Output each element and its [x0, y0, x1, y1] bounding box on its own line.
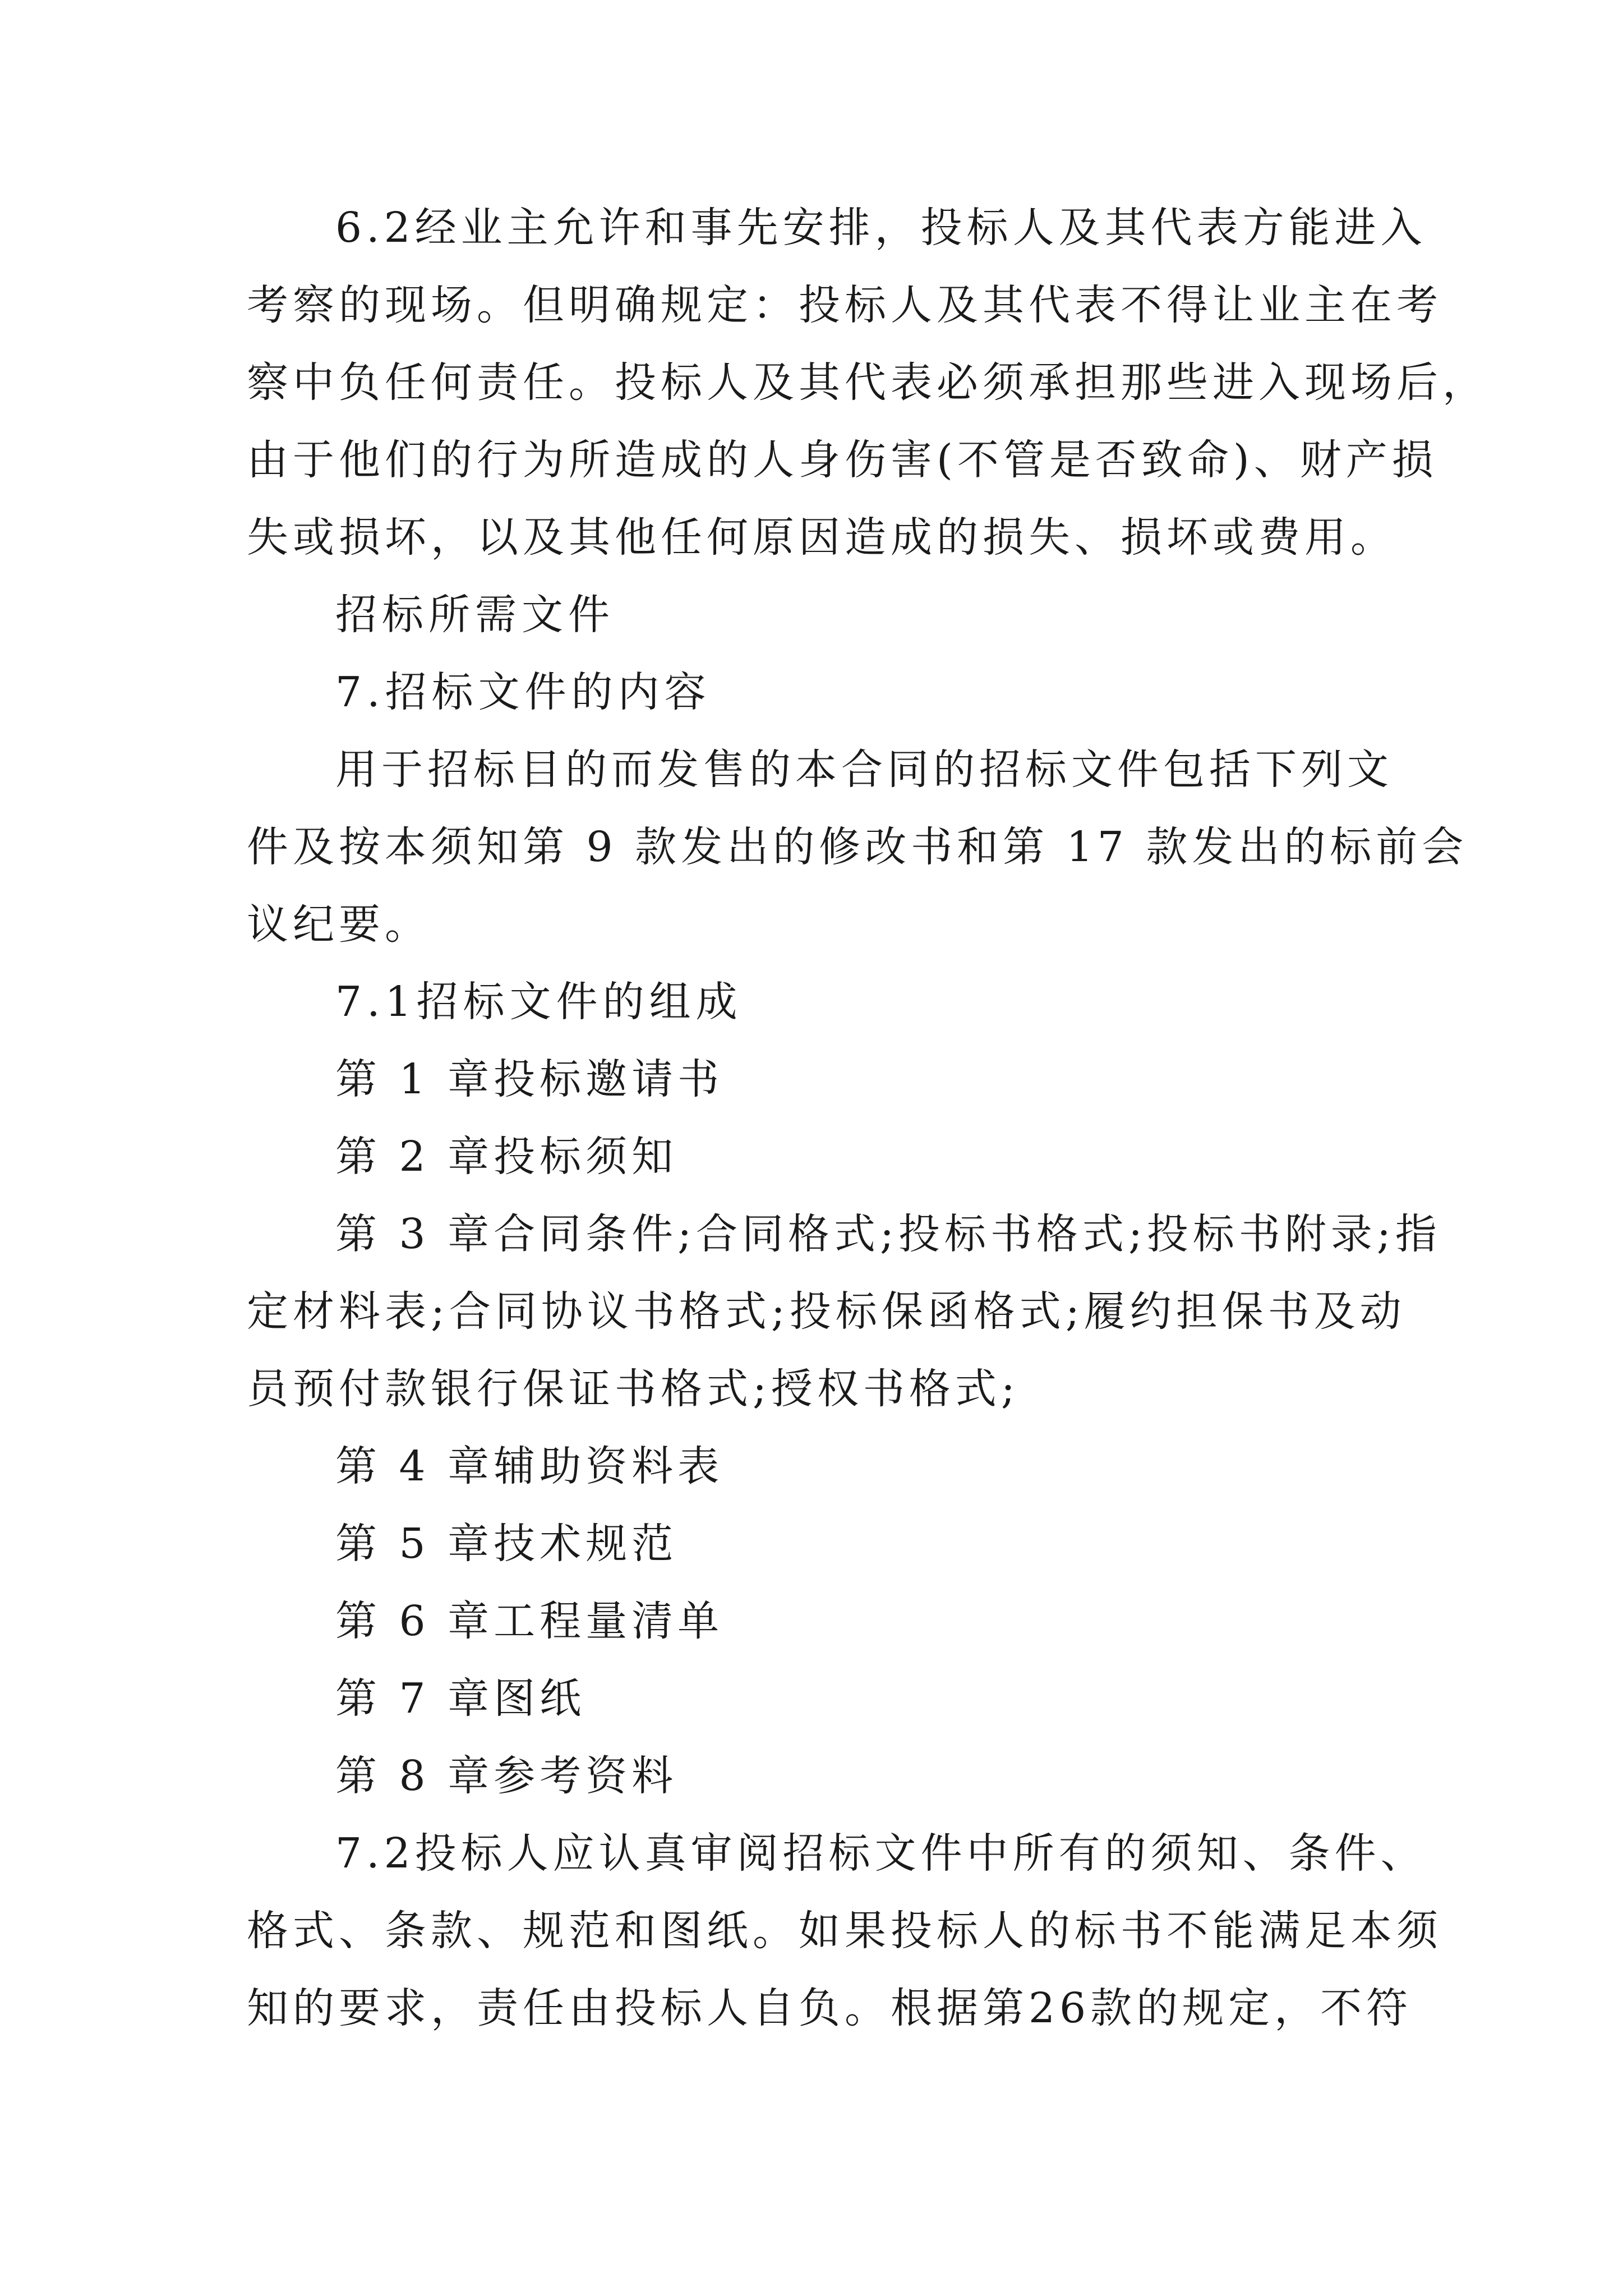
text-line: 由于他们的行为所造成的人身伤害(不管是否致命)、财产损: [247, 436, 1438, 484]
text-line: 7.2投标人应认真审阅招标文件中所有的须知、条件、: [335, 1829, 1427, 1878]
chapter-text: 员预付款银行保证书格式;授权书格式;: [247, 1365, 1020, 1413]
chapter-text: 第 2 章投标须知: [335, 1133, 678, 1181]
chapter-text: 第 4 章辅助资料表: [335, 1442, 724, 1490]
section-heading-bidding-documents: [0, 581, 1623, 648]
text-line: 察中负任何责任。投标人及其代表必须承担那些进入现场后，: [247, 358, 1488, 407]
text-line: 知的要求，责任由投标人自负。根据第26款的规定，不符: [247, 1984, 1413, 2032]
paragraph-6-2-line-4: [0, 426, 1623, 494]
text-line: 用于招标目的而发售的本合同的招标文件包括下列文: [335, 746, 1393, 794]
chapter-text: 第 7 章图纸: [335, 1674, 586, 1723]
chapter-item-2: [0, 1123, 1623, 1190]
text-line: 考察的现场。但明确规定：投标人及其代表不得让业主在考: [247, 281, 1442, 329]
text-line: 件及按本须知第 9 款发出的修改书和第 17 款发出的标前会: [247, 823, 1468, 871]
chapter-item-6: [0, 1588, 1623, 1655]
heading-text: 7.招标文件的内容: [335, 668, 711, 716]
text-line: 失或损坏，以及其他任何原因造成的损失、损坏或费用。: [247, 513, 1396, 562]
chapter-item-3-line-1: [0, 1200, 1623, 1268]
chapter-item-8: [0, 1742, 1623, 1810]
paragraph-7-2-line-2: [0, 1897, 1623, 1964]
chapter-item-7: [0, 1665, 1623, 1732]
paragraph-7-2-line-1: [0, 1820, 1623, 1887]
text-line: 6.2经业主允许和事先安排，投标人及其代表方能进入: [335, 204, 1427, 252]
chapter-item-5: [0, 1510, 1623, 1577]
heading-text: 招标所需文件: [335, 591, 615, 639]
paragraph-7-2-line-3: [0, 1975, 1623, 2042]
paragraph-7-line-2: [0, 813, 1623, 881]
paragraph-6-2-line-1: [0, 194, 1623, 261]
chapter-text: 第 8 章参考资料: [335, 1752, 678, 1800]
paragraph-7-line-1: [0, 736, 1623, 803]
chapter-text: 第 6 章工程量清单: [335, 1597, 724, 1645]
section-heading-7-1: [0, 968, 1623, 1036]
chapter-item-1: [0, 1046, 1623, 1113]
chapter-text: 第 1 章投标邀请书: [335, 1055, 724, 1103]
paragraph-6-2-line-5: [0, 504, 1623, 571]
text-line: 议纪要。: [247, 900, 431, 949]
chapter-text: 定材料表;合同协议书格式;投标保函格式;履约担保书及动: [247, 1287, 1406, 1336]
chapter-item-4: [0, 1433, 1623, 1500]
chapter-text: 第 5 章技术规范: [335, 1520, 678, 1568]
text-line: 格式、条款、规范和图纸。如果投标人的标书不能满足本须: [247, 1907, 1442, 1955]
paragraph-6-2-line-3: [0, 349, 1623, 416]
paragraph-7-line-3: [0, 891, 1623, 958]
heading-text: 7.1招标文件的组成: [335, 978, 743, 1026]
chapter-item-3-line-3: [0, 1355, 1623, 1423]
paragraph-6-2-line-2: [0, 272, 1623, 339]
section-heading-7: [0, 659, 1623, 726]
chapter-text: 第 3 章合同条件;合同格式;投标书格式;投标书附录;指: [335, 1210, 1441, 1258]
chapter-item-3-line-2: [0, 1278, 1623, 1345]
